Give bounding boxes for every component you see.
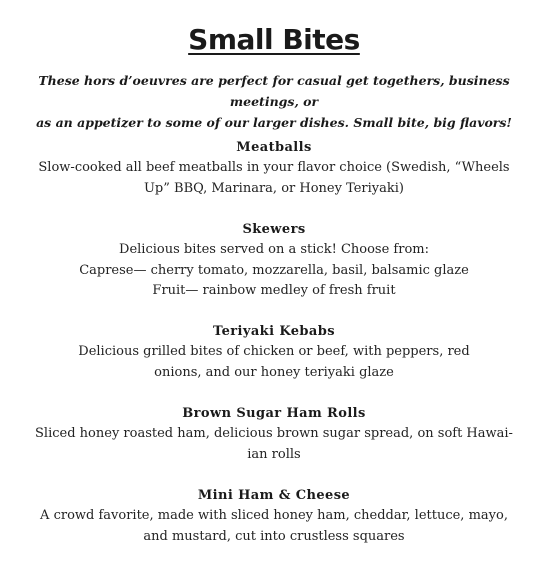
menu-item-skewers bbox=[14, 220, 534, 302]
menu-item-mini-ham-cheese bbox=[14, 486, 534, 547]
menu-item-teriyaki-kebabs bbox=[14, 322, 534, 383]
description-line: Delicious bites served on a stick! Choose from: bbox=[119, 242, 429, 257]
description-line: A crowd favorite, made with sliced honey ham, cheddar, lettuce, mayo, bbox=[40, 508, 508, 523]
item-description bbox=[14, 158, 534, 199]
description-line: Caprese— cherry tomato, mozzarella, basil, balsamic glaze bbox=[79, 262, 469, 278]
menu-item-brown-sugar-ham-rolls bbox=[14, 404, 534, 465]
description-line: ian rolls bbox=[247, 446, 301, 462]
description-line: Fruit— rainbow medley of fresh fruit bbox=[152, 283, 396, 298]
item-name: Meatballs bbox=[236, 140, 312, 155]
item-description bbox=[14, 342, 534, 383]
item-description bbox=[14, 424, 534, 465]
menu-item-meatballs bbox=[14, 138, 534, 199]
item-name: Mini Ham & Cheese bbox=[197, 488, 351, 503]
item-name: Skewers bbox=[242, 222, 306, 237]
intro-line: as an appetizer to some of our larger dishes. Small bite, big flavors! bbox=[36, 115, 512, 130]
intro-text bbox=[20, 70, 528, 133]
page-title: Small Bites bbox=[188, 23, 360, 56]
description-line: Sliced honey roasted ham, delicious brown sugar spread, on soft Hawai- bbox=[35, 426, 513, 441]
intro-line: These hors d’oeuvres are perfect for casual get togethers, business meetings, or bbox=[38, 73, 510, 109]
description-line: Up” BBQ, Marinara, or Honey Teriyaki) bbox=[143, 180, 405, 196]
item-description bbox=[14, 240, 534, 302]
description-line: Delicious grilled bites of chicken or beef, with peppers, red bbox=[78, 344, 470, 359]
description-line: onions, and our honey teriyaki glaze bbox=[154, 364, 394, 380]
item-description bbox=[14, 506, 534, 547]
item-name: Teriyaki Kebabs bbox=[213, 324, 335, 339]
item-name: Brown Sugar Ham Rolls bbox=[182, 406, 366, 421]
description-line: Slow-cooked all beef meatballs in your flavor choice (Swedish, “Wheels bbox=[38, 160, 510, 175]
description-line: and mustard, cut into crustless squares bbox=[143, 528, 405, 544]
